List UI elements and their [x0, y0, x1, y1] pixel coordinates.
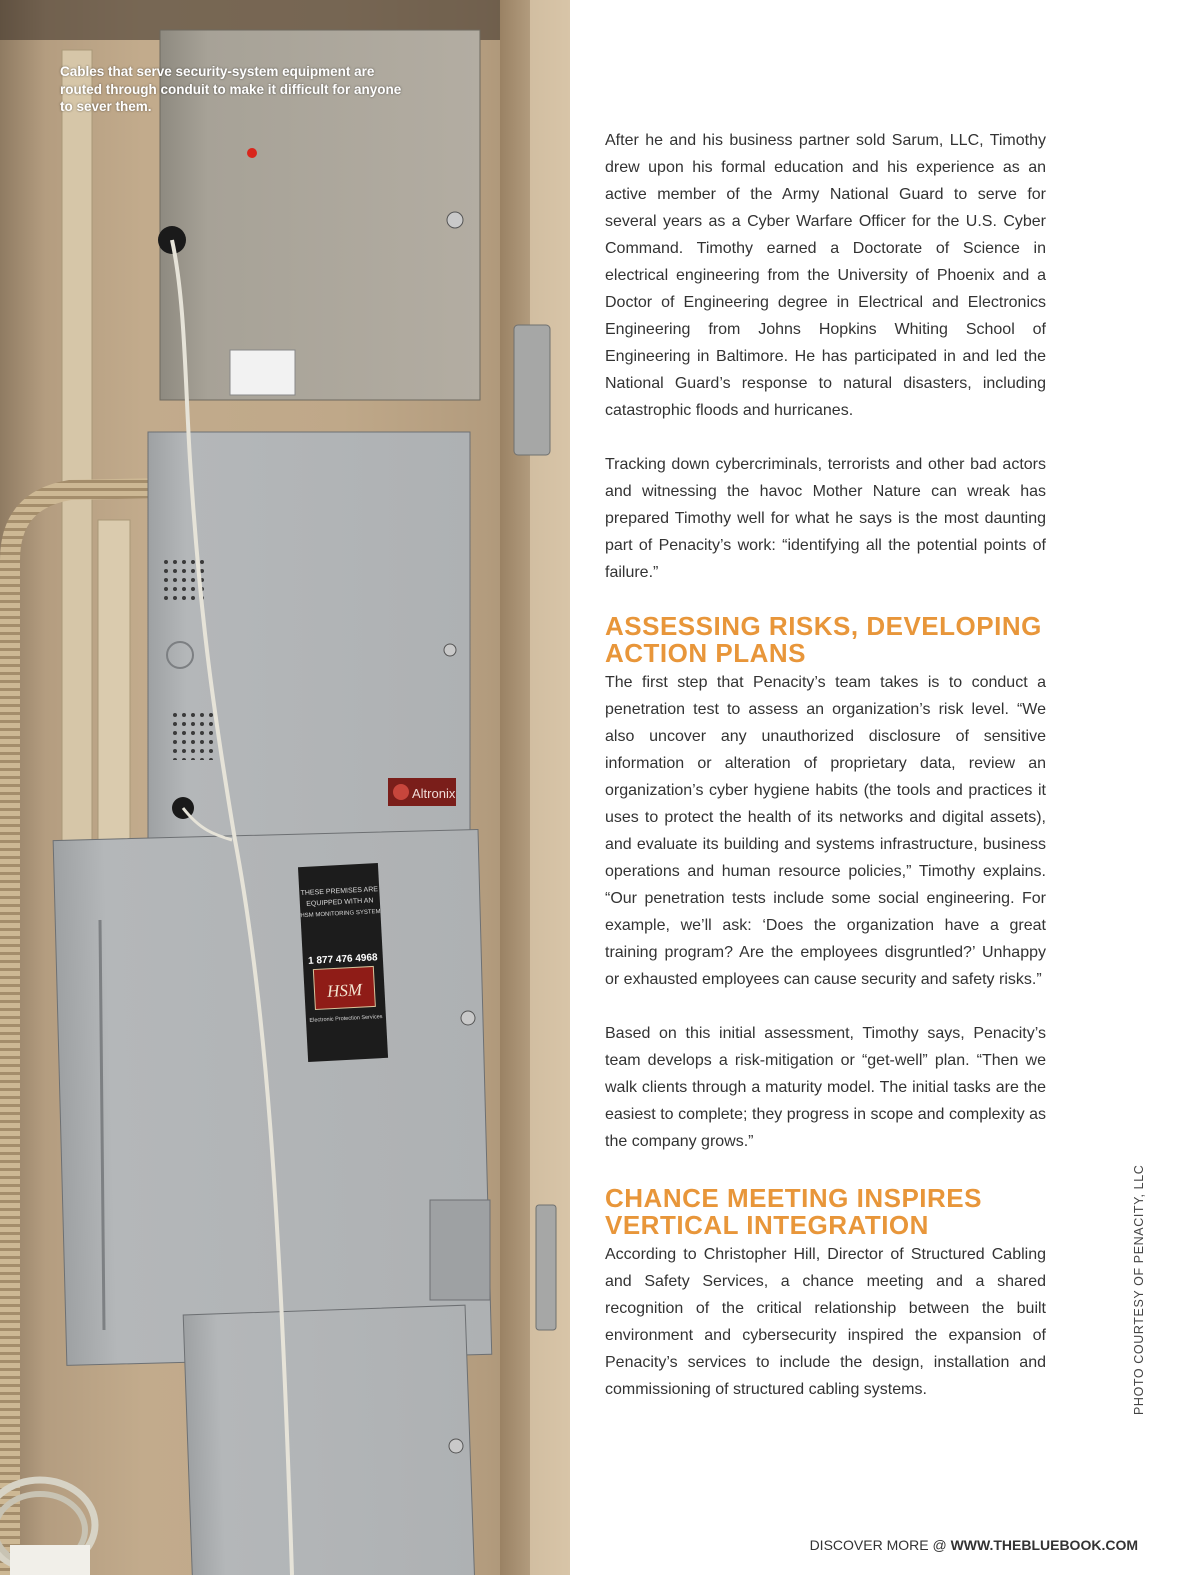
section-chance-meeting: [605, 1185, 1046, 1403]
hinge-lower: [536, 1205, 556, 1330]
altronix-label: Altronix: [412, 786, 456, 801]
paragraph-2: Tracking down cybercriminals, terrorists and other bad actors and witnessing the havoc Mother Nature can wreak has prepared Timothy well for what he says is the most daunting part of Penacity’s work: “identifying all the potential points of failure.”: [605, 456, 1046, 581]
hsm-alarm-panel: [53, 829, 492, 1365]
article-body: [605, 127, 1046, 1403]
photo-caption: Cables that serve security-system equipment are routed through conduit to make it difficult for anyone to sever them.: [60, 64, 402, 114]
photo-credit: PHOTO COURTESY OF PENACITY, LLC: [1132, 1164, 1146, 1415]
decal-line-1: THESE PREMISES ARE: [300, 886, 379, 898]
footer: [810, 1537, 1138, 1553]
service-sticker: [230, 350, 295, 395]
status-led: [247, 148, 257, 158]
decal-phone: 1 877 476 4968: [307, 952, 378, 967]
paragraph-5: According to Christopher Hill, Director of Structured Cabling and Safety Services, a chance meeting and a shared recognition of the critical relationship between the built environment and cybersecurity inspired the expansion of Penacity’s services to include the design, installation and commissioning of structured cabling systems.: [605, 1246, 1046, 1398]
heading-assessing-risks: ASSESSING RISKS, DEVELOPING ACTION PLANS: [605, 611, 1042, 668]
decal-line-2: EQUIPPED WITH AN: [306, 897, 374, 908]
hinge-upper: [514, 325, 550, 455]
photo-illustration: [0, 0, 570, 1575]
equipment-photo: [0, 0, 570, 1575]
paragraph-3: The first step that Penacity’s team takes is to conduct a penetration test to assess an organization’s risk level. “We also uncover any unauthorized disclosure of sensitive information or alteration of proprietary data, review an organization’s cyber hygiene habits (the tools and practices it uses to protect the health of its networks and digital assets), and evaluate its building and systems infrastructure, business operations and human resource policies,” Timothy explains. “Our penetration tests include some social engineering. For example, we’ll ask: ‘Does the organization have a great training program? Are the employees disgruntled?’ Unhappy or exhausted employees can cause security and safety risks.”: [605, 674, 1046, 988]
footer-prefix: DISCOVER MORE @: [809, 1537, 951, 1553]
vent-bottom: [168, 710, 216, 760]
heading-chance-meeting: CHANCE MEETING INSPIRES VERTICAL INTEGRATION: [605, 1183, 982, 1240]
lower-cabinet: [183, 1305, 475, 1575]
hsm-subtitle: Electronic Protection Services: [309, 1014, 383, 1024]
paragraph-4: Based on this initial assessment, Timothy says, Penacity’s team develops a risk-mitigation or “get-well” plan. “Then we walk clients through a maturity model. The initial tasks are the easiest to complete; they progress in scope and complexity as the company grows.”: [605, 1025, 1046, 1150]
section-assessing-risks: [605, 613, 1046, 1155]
hsm-logo-text: HSM: [326, 980, 363, 1001]
cabinet-lock: [447, 212, 463, 228]
paragraph-1: After he and his business partner sold Sarum, LLC, Timothy drew upon his formal education and his experience as an active member of the Army National Guard to serve for several years as a Cyber Warfare Officer for the U.S. Cyber Command. Timothy earned a Doctorate of Science in electrical engineering from the University of Phoenix and a Doctor of Engineering degree in Electrical and Electronics Engineering from Johns Hopkins Whiting School of Engineering in Baltimore. He has participated in and led the National Guard’s response to natural disasters, including catastrophic floods and hurricanes.: [605, 132, 1046, 419]
decal-line-3: HSM MONITORING SYSTEM: [300, 908, 381, 920]
footer-url[interactable]: WWW.THEBLUEBOOK.COM: [950, 1537, 1138, 1553]
